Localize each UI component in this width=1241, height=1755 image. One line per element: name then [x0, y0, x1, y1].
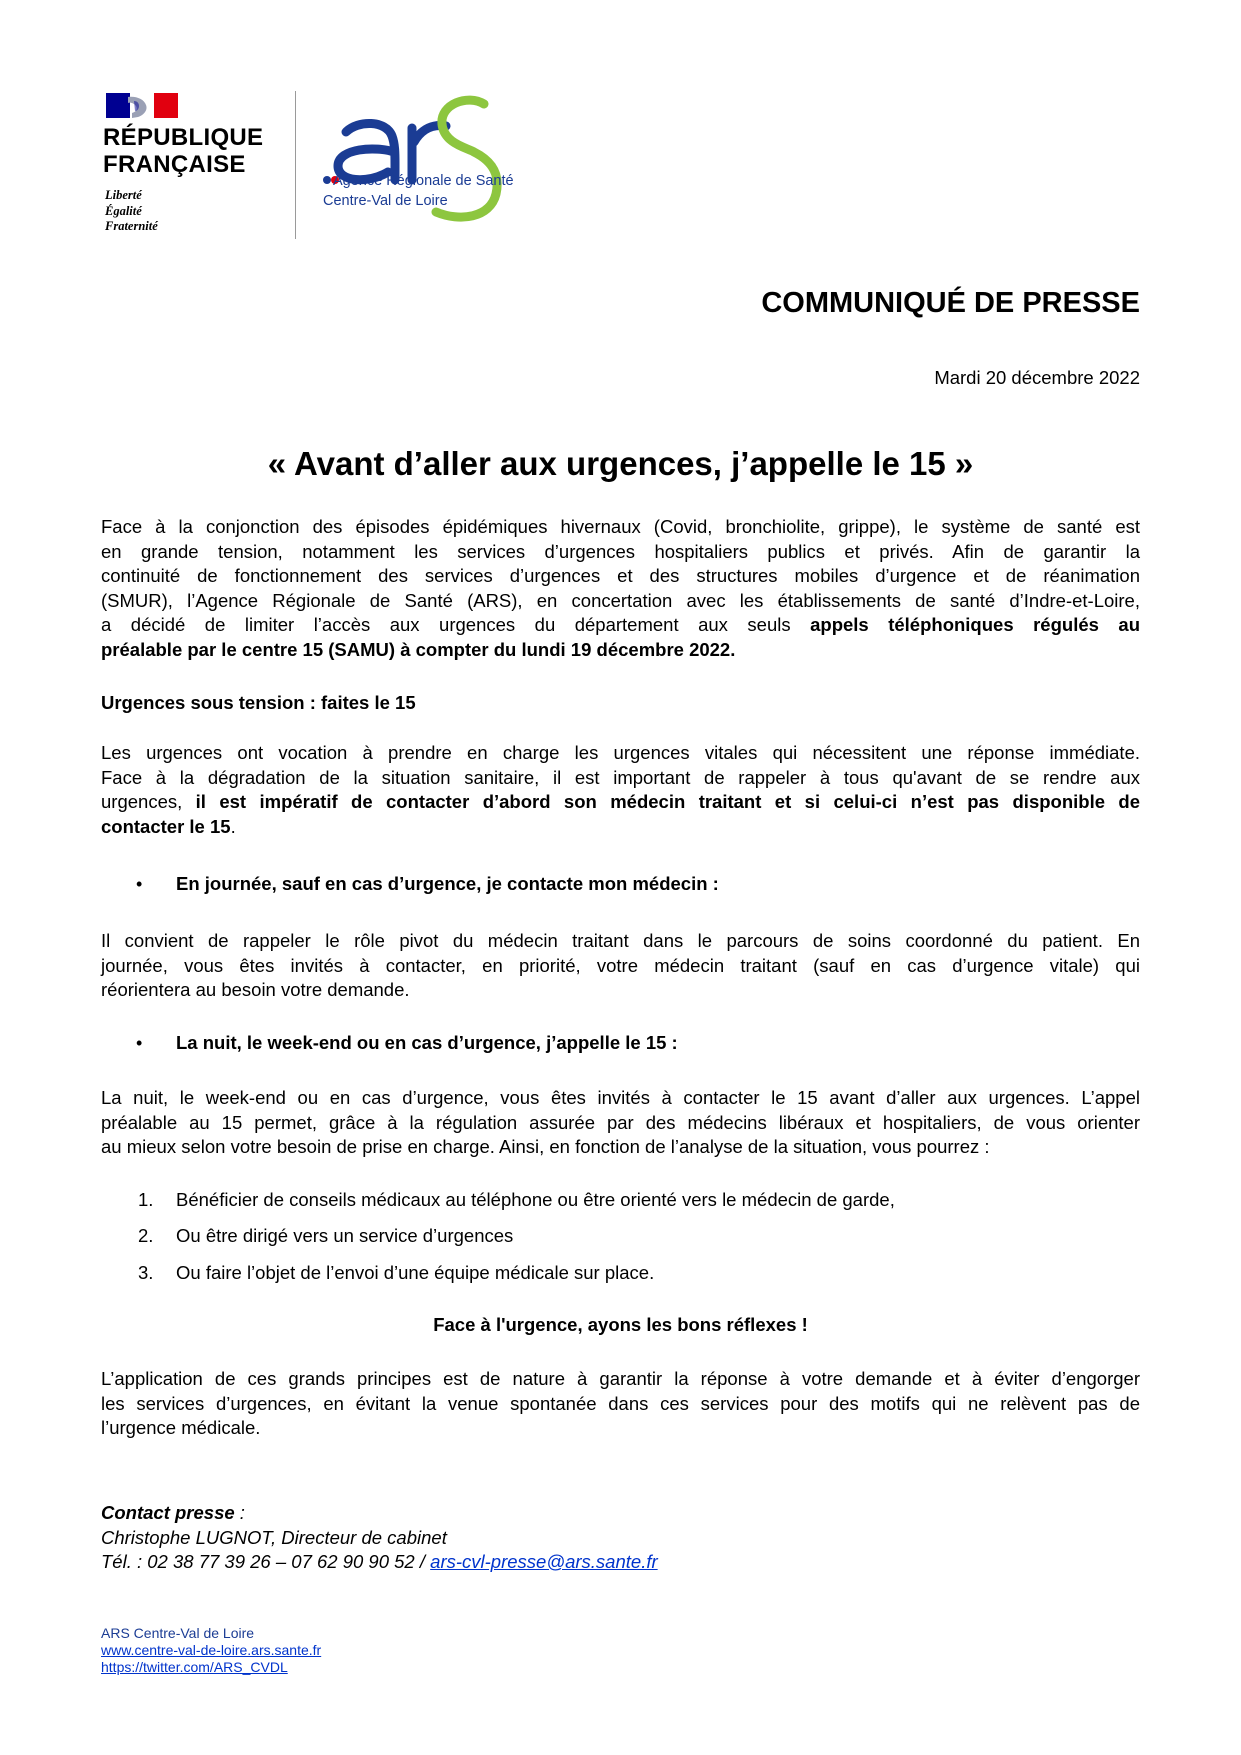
ars-agency-line-1: Agence Régionale de Santé: [333, 173, 514, 189]
intro-paragraph: [101, 515, 1140, 662]
ars-logo: [318, 90, 568, 250]
footer: [101, 1625, 321, 1676]
paragraph-line: en grande tension, notamment les services d’urgences hospitaliers publics et privés. Afin de garantir la: [101, 540, 1140, 562]
ars-agency-line-2: Centre-Val de Loire: [323, 193, 448, 209]
logo-divider: [295, 91, 296, 239]
paragraph-line: journée, vous êtes invités à contacter, en priorité, votre médecin traitant (sauf en cas d’urgence vitale) qui: [101, 954, 1140, 976]
paragraph-line: Face à la conjonction des épisodes épidémiques hivernaux (Covid, bronchiolite, grippe), le système de santé est: [101, 516, 1140, 537]
slogan: Face à l'urgence, ayons les bons réflexes !: [433, 1314, 808, 1335]
paragraph-line: L’application de ces grands principes est de nature à garantir la réponse à votre demande et à éviter d’engorger: [101, 1368, 1140, 1389]
publication-date: Mardi 20 décembre 2022: [934, 367, 1140, 388]
contact-label: Contact presse: [101, 1502, 235, 1523]
emphasis-text: contacter le 15: [101, 815, 231, 837]
emphasis-text: il est impératif de contacter d’abord son médecin traitant et si celui-ci n’est pas disponible de: [195, 791, 1140, 812]
contact-email-link[interactable]: ars-cvl-presse@ars.sante.fr: [430, 1551, 658, 1572]
paragraph-text: urgences,: [101, 791, 196, 812]
republique-francaise-logo: [103, 91, 283, 241]
paragraph-line: Il convient de rappeler le rôle pivot du médecin traitant dans le parcours de soins coordonné du patient. En: [101, 930, 1140, 951]
republique-francaise-wordmark: [103, 124, 263, 178]
section1-paragraph: [101, 741, 1140, 839]
list-text: Bénéficier de conseils médicaux au téléphone ou être orienté vers le médecin de garde,: [176, 1189, 895, 1210]
footer-twitter-link[interactable]: https://twitter.com/ARS_CVDL: [101, 1659, 288, 1675]
ars-wordmark-icon: [318, 90, 568, 250]
paragraph-line: Face à la dégradation de la situation sanitaire, il est important de rappeler à tous qu'avant de se rendre aux: [101, 766, 1140, 788]
paragraph-line: [101, 613, 1140, 638]
paragraph-text: .: [230, 815, 236, 837]
night-paragraph: [101, 1086, 1140, 1160]
motto-fraternite: Fraternité: [105, 219, 158, 233]
paragraph-line: [101, 790, 1140, 815]
press-contact: [101, 1501, 658, 1575]
list-text: Ou être dirigé vers un service d’urgences: [176, 1225, 514, 1246]
republic-motto: [105, 188, 158, 235]
paragraph-line: (SMUR), l’Agence Régionale de Santé (ARS), en concertation avec les établissements de santé d’Indre-et-Loire,: [101, 589, 1140, 611]
ars-blue-dot: [323, 176, 331, 184]
paragraph-line: préalable au 15 permet, grâce à la régulation assurée par des médecins libéraux et hospitaliers, de vous orienter: [101, 1111, 1140, 1133]
contact-label-row: [101, 1501, 658, 1526]
contact-phones-row: [101, 1550, 658, 1575]
republic-line-1: RÉPUBLIQUE: [103, 124, 264, 151]
motto-liberte: Liberté: [105, 188, 142, 202]
contact-person: Christophe LUGNOT, Directeur de cabinet: [101, 1526, 447, 1548]
paragraph-line: continuité de fonctionnement des services d’urgences et des structures mobiles d’urgence et de réanimation: [101, 565, 1140, 586]
list-number: 2.: [138, 1225, 154, 1246]
paragraph-line: réorientera au besoin votre demande.: [101, 979, 410, 1000]
marianne-flag-icon: [106, 93, 178, 118]
motto-egalite: Égalité: [105, 203, 142, 218]
footer-website-link[interactable]: www.centre-val-de-loire.ars.sante.fr: [101, 1642, 322, 1658]
document-type: COMMUNIQUÉ DE PRESSE: [761, 287, 1140, 319]
contact-phones: Tél. : 02 38 77 39 26 – 07 62 90 90 52 /: [101, 1551, 431, 1572]
paragraph-line: au mieux selon votre besoin de prise en charge. Ainsi, en fonction de l’analyse de la situation, vous pourrez :: [101, 1136, 990, 1157]
daytime-paragraph: [101, 929, 1140, 1003]
republic-line-2: FRANÇAISE: [103, 151, 246, 178]
page-title: « Avant d’aller aux urgences, j’appelle le 15 »: [267, 445, 974, 482]
bullet-marker: •: [136, 874, 143, 894]
paragraph-line: La nuit, le week-end ou en cas d’urgence, vous êtes invités à contacter le 15 avant d’aller aux urgences. L’appel: [101, 1087, 1140, 1108]
paragraph-line: Les urgences ont vocation à prendre en charge les urgences vitales qui nécessitent une réponse immédiate.: [101, 742, 1140, 763]
list-number: 3.: [138, 1262, 154, 1283]
emphasis-line: préalable par le centre 15 (SAMU) à compter du lundi 19 décembre 2022.: [101, 638, 736, 660]
paragraph-text: a décidé de limiter l’accès aux urgences du département aux seuls: [101, 614, 811, 635]
bullet-label: La nuit, le week-end ou en cas d’urgence, j’appelle le 15 :: [176, 1032, 678, 1053]
footer-org: ARS Centre-Val de Loire: [101, 1625, 255, 1641]
paragraph-line: les services d’urgences, en évitant la venue spontanée dans ces services pour des motifs qui ne relèvent pas de: [101, 1392, 1140, 1414]
list-text: Ou faire l’objet de l’envoi d’une équipe médicale sur place.: [176, 1262, 655, 1283]
list-number: 1.: [138, 1189, 154, 1210]
conclusion-paragraph: [101, 1367, 1140, 1441]
bullet-label: En journée, sauf en cas d’urgence, je contacte mon médecin :: [176, 873, 719, 894]
bullet-marker: •: [136, 1033, 143, 1053]
section-heading: Urgences sous tension : faites le 15: [101, 692, 416, 713]
contact-label-suffix: :: [234, 1502, 245, 1523]
paragraph-line: [101, 815, 1140, 840]
emphasis-text: appels téléphoniques régulés au: [810, 614, 1140, 635]
paragraph-line: l’urgence médicale.: [101, 1417, 261, 1438]
